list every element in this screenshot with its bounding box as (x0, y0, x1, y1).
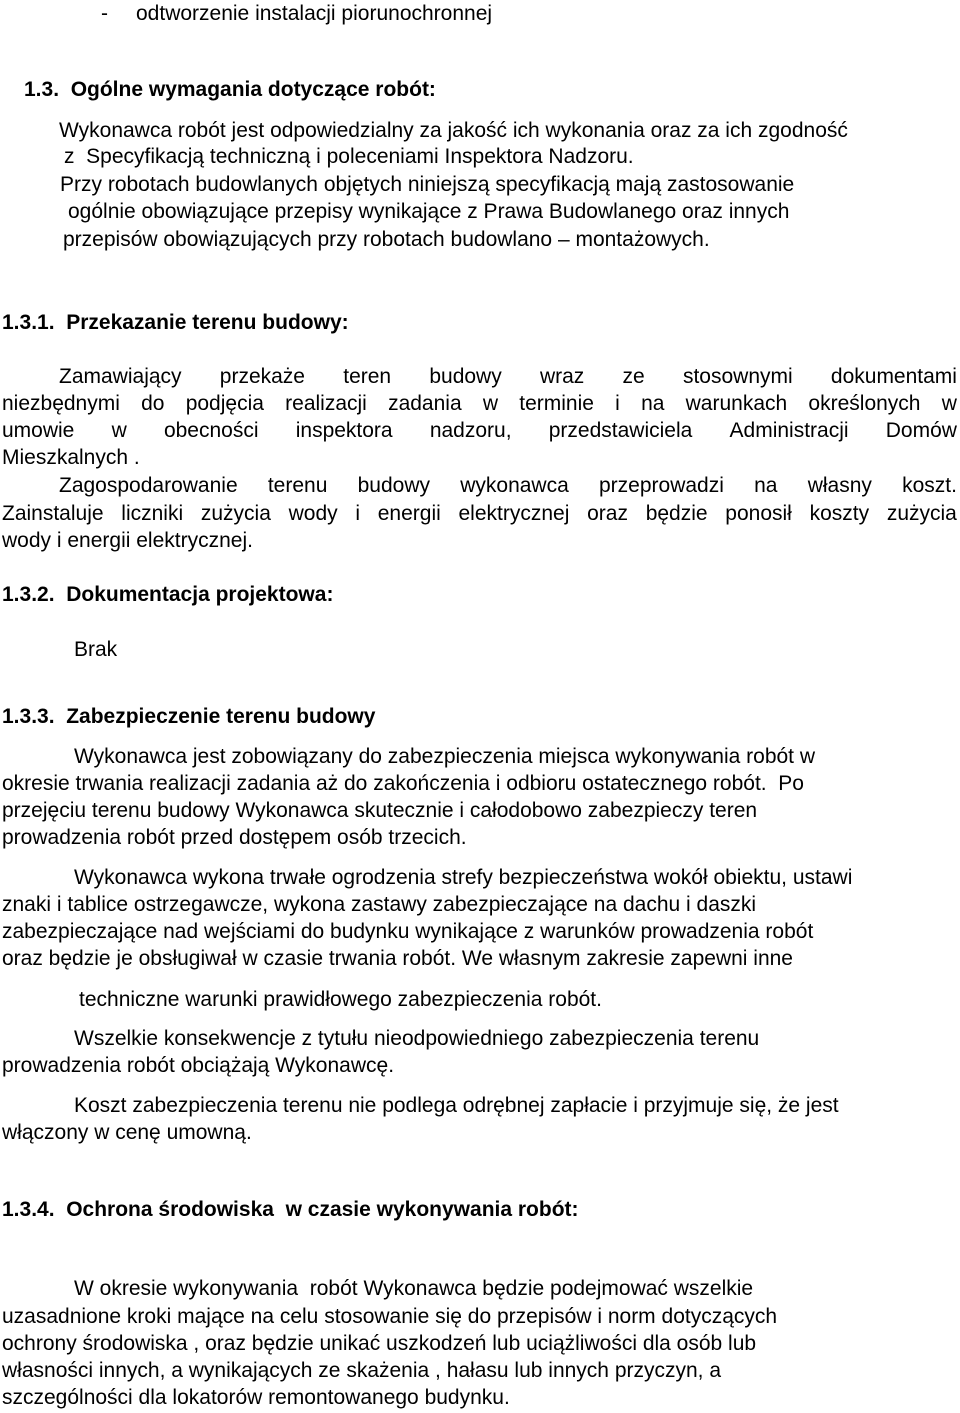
paragraph-line: Wykonawca robót jest odpowiedzialny za jakość ich wykonania oraz za ich zgodność (59, 119, 848, 142)
word: Zainstaluje (2, 502, 104, 525)
word: budowy (357, 474, 430, 497)
section-heading-1-3-2: 1.3.2. Dokumentacja projektowa: (2, 583, 334, 606)
word: koszty (809, 502, 870, 525)
word: terminie (519, 392, 594, 415)
word: i (355, 502, 361, 525)
section-heading-1-3: 1.3. Ogólne wymagania dotyczące robót: (24, 78, 436, 101)
word: elektrycznej (458, 502, 570, 525)
paragraph-line: przejęciu terenu budowy Wykonawca skutecznie i całodobowo zabezpieczy teren (2, 799, 758, 822)
section-heading-1-3-4: 1.3.4. Ochrona środowiska w czasie wykonywania robót: (2, 1198, 579, 1221)
word: przedstawiciela (548, 419, 693, 442)
word: budowy (429, 365, 502, 388)
paragraph-line: Wykonawca jest zobowiązany do zabezpieczenia miejsca wykonywania robót w (74, 745, 816, 768)
word: Administracji (729, 419, 849, 442)
paragraph-line: włączony w cenę umowną. (2, 1121, 252, 1144)
word: energii (377, 502, 441, 525)
paragraph-line: z Specyfikacją techniczną i poleceniami Inspektora Nadzoru. (64, 145, 634, 168)
bullet-text: odtworzenie instalacji piorunochronnej (136, 2, 493, 25)
word: liczniki (121, 502, 184, 525)
word: obecności (163, 419, 259, 442)
word: w (941, 392, 957, 415)
word: teren (343, 365, 392, 388)
word: wykonawca (460, 474, 569, 497)
bullet-dash: - (101, 2, 108, 25)
word: w (111, 419, 127, 442)
paragraph-line: znaki i tablice ostrzegawcze, wykona zastawy zabezpieczające na dachu i daszki (2, 893, 757, 916)
word: oraz (587, 502, 628, 525)
word: do (141, 392, 165, 415)
paragraph-line: uzasadnione kroki mające na celu stosowanie się do przepisów i norm dotyczących (2, 1305, 778, 1328)
word: na (641, 392, 665, 415)
paragraph-line: ochrony środowiska , oraz będzie unikać uszkodzeń lub uciążliwości dla osób lub (2, 1332, 757, 1355)
paragraph-line: ogólnie obowiązujące przepisy wynikające z Prawa Budowlanego oraz innych (68, 200, 790, 223)
justified-line (59, 364, 957, 390)
paragraph-line: Przy robotach budowlanych objętych niniejszą specyfikacją mają zastosowanie (60, 173, 795, 196)
word: nadzoru, (429, 419, 512, 442)
justified-line (59, 473, 957, 499)
word: dokumentami (830, 365, 957, 388)
word: realizacji (285, 392, 367, 415)
word: określonych (808, 392, 921, 415)
word: ponosił (725, 502, 792, 525)
word: Zamawiający (59, 365, 182, 388)
paragraph-line: Brak (74, 638, 118, 661)
paragraph-line: wody i energii elektrycznej. (2, 529, 253, 552)
paragraph-line: oraz będzie je obsługiwał w czasie trwania robót. We własnym zakresie zapewni inne (2, 947, 793, 970)
paragraph-line: przepisów obowiązujących przy robotach budowlano – montażowych. (63, 228, 710, 251)
paragraph-line: szczególności dla lokatorów remontowanego budynku. (2, 1386, 510, 1409)
paragraph-line: zabezpieczające nad wejściami do budynku wynikające z warunków prowadzenia robót (2, 920, 814, 943)
word: przeprowadzi (599, 474, 724, 497)
word: w (482, 392, 499, 415)
paragraph-line: prowadzenia robót obciążają Wykonawcę. (2, 1054, 395, 1077)
word: Zagospodarowanie (59, 474, 238, 497)
paragraph-line: Koszt zabezpieczenia terenu nie podlega odrębnej zapłacie i przyjmuje się, że jest (74, 1094, 839, 1117)
word: ze (622, 365, 645, 388)
word: podjęcia (185, 392, 264, 415)
word: stosownymi (682, 365, 793, 388)
paragraph-line: Wykonawca wykona trwałe ogrodzenia strefy bezpieczeństwa wokół obiektu, ustawi (74, 866, 853, 889)
section-heading-1-3-1: 1.3.1. Przekazanie terenu budowy: (2, 311, 349, 334)
justified-line (2, 391, 957, 417)
word: wraz (539, 365, 585, 388)
word: niezbędnymi (2, 392, 120, 415)
word: zużycia (200, 502, 271, 525)
word: koszt. (902, 474, 957, 497)
paragraph-line: techniczne warunki prawidłowego zabezpieczenia robót. (79, 988, 602, 1011)
word: będzie (645, 502, 708, 525)
justified-line (2, 418, 957, 444)
word: zużycia (886, 502, 957, 525)
word: i (615, 392, 620, 415)
paragraph-line: Mieszkalnych . (2, 446, 140, 469)
paragraph-line: Wszelkie konsekwencje z tytułu nieodpowiedniego zabezpieczenia terenu (74, 1027, 760, 1050)
word: warunkach (685, 392, 788, 415)
word: własny (807, 474, 872, 497)
word: zadania (388, 392, 462, 415)
paragraph-line: prowadzenia robót przed dostępem osób trzecich. (2, 826, 467, 849)
justified-line (2, 501, 957, 527)
word: przekaże (219, 365, 305, 388)
word: umowie (2, 419, 75, 442)
paragraph-line: W okresie wykonywania robót Wykonawca będzie podejmować wszelkie (74, 1277, 754, 1300)
paragraph-line: własności innych, a wynikających ze skażenia , hałasu lub innych przyczyn, a (2, 1359, 722, 1382)
word: terenu (267, 474, 328, 497)
word: wody (288, 502, 338, 525)
paragraph-line: okresie trwania realizacji zadania aż do zakończenia i odbioru ostatecznego robót. Po (2, 772, 804, 795)
word: inspektora (295, 419, 393, 442)
word: na (754, 474, 778, 497)
word: Domów (885, 419, 957, 442)
section-heading-1-3-3: 1.3.3. Zabezpieczenie terenu budowy (2, 705, 376, 728)
